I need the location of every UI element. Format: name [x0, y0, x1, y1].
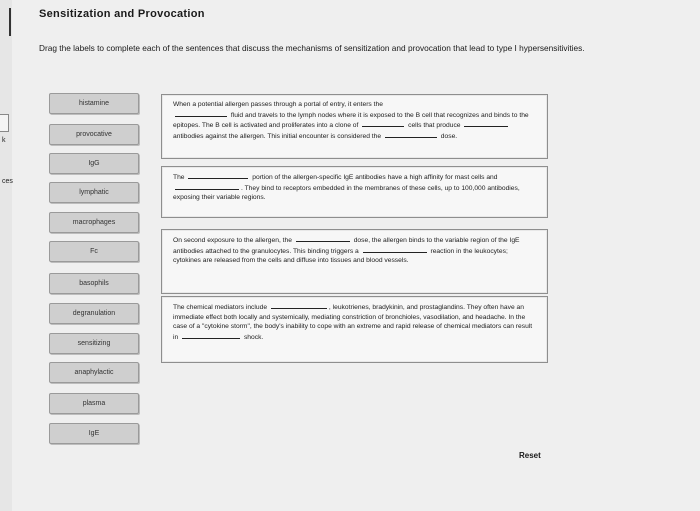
drop-target-1a[interactable] — [175, 110, 227, 117]
drag-label-sensitizing[interactable]: sensitizing — [49, 333, 139, 354]
drag-label-degranulation[interactable]: degranulation — [49, 303, 139, 324]
sentence-text-2: The portion of the allergen-specific IgE antibodies have a high affinity for mast cells and . They bind to receptors embedded in the membranes of these cells, up to 100,000 antibodies, exposing their variable regions. — [173, 174, 520, 202]
drag-label-macrophages[interactable]: macrophages — [49, 212, 139, 233]
instructions: Drag the labels to complete each of the sentences that discuss the mechanisms of sensitization and provocation that lead to type I hypersensitivities. — [39, 43, 585, 53]
left-edge-tab[interactable] — [0, 114, 9, 132]
sentence-panel-3 — [161, 229, 548, 294]
drag-label-provocative[interactable]: provocative — [49, 124, 139, 145]
sentence-text-4: The chemical mediators include , leukotrienes, bradykinin, and prostaglandins. They often have an immediate effect both locally and systemically, mediating constriction of bronchioles, vasodilation, and headache. In the case of a "cytokine storm", the body's inability to cope with an extreme and rapid release of chemical mediators can result in shock. — [173, 304, 533, 341]
left-edge-bracket — [0, 8, 11, 36]
drag-label-basophils[interactable]: basophils — [49, 273, 139, 294]
page-title: Sensitization and Provocation — [39, 8, 205, 20]
drop-target-1d[interactable] — [385, 131, 437, 138]
drag-label-ige[interactable]: IgE — [49, 423, 139, 444]
drop-target-3b[interactable] — [363, 246, 427, 253]
drop-target-1c[interactable] — [464, 120, 508, 127]
sentence-panel-1 — [161, 94, 548, 159]
left-edge-text-ces: ces — [2, 178, 13, 185]
sentence-text-3: On second exposure to the allergen, the dose, the allergen binds to the variable region of the IgE antibodies attached to the granulocytes. This binding triggers a reaction in the leukocytes; cytokines are released from the cells and diffuse into tissues and blood vessels. — [173, 237, 520, 265]
drag-label-histamine[interactable]: histamine — [49, 93, 139, 114]
drop-target-2a[interactable] — [188, 172, 248, 179]
drop-target-4a[interactable] — [271, 302, 327, 309]
left-edge-strip — [0, 0, 12, 511]
drag-label-lymphatic[interactable]: lymphatic — [49, 182, 139, 203]
drop-target-2b[interactable] — [175, 183, 239, 190]
drop-target-4b[interactable] — [182, 332, 240, 339]
sentence-panel-4 — [161, 296, 548, 363]
reset-button[interactable]: Reset — [519, 451, 541, 460]
drop-target-1b[interactable] — [362, 120, 404, 127]
sentence-text-1: When a potential allergen passes through a portal of entry, it enters the fluid and travels to the lymph nodes where it is exposed to the B cell that recognizes and binds to the epitopes. The B cell is activated and proliferates into a clone of cells that produce antibodies against the allergen. This initial encounter is considered the dose. — [173, 101, 529, 140]
drag-label-igg[interactable]: IgG — [49, 153, 139, 174]
sentence-panel-2 — [161, 166, 548, 218]
left-edge-text-k: k — [2, 137, 6, 144]
drag-label-plasma[interactable]: plasma — [49, 393, 139, 414]
drag-label-fc[interactable]: Fc — [49, 241, 139, 262]
drag-label-anaphylactic[interactable]: anaphylactic — [49, 362, 139, 383]
drop-target-3a[interactable] — [296, 235, 350, 242]
